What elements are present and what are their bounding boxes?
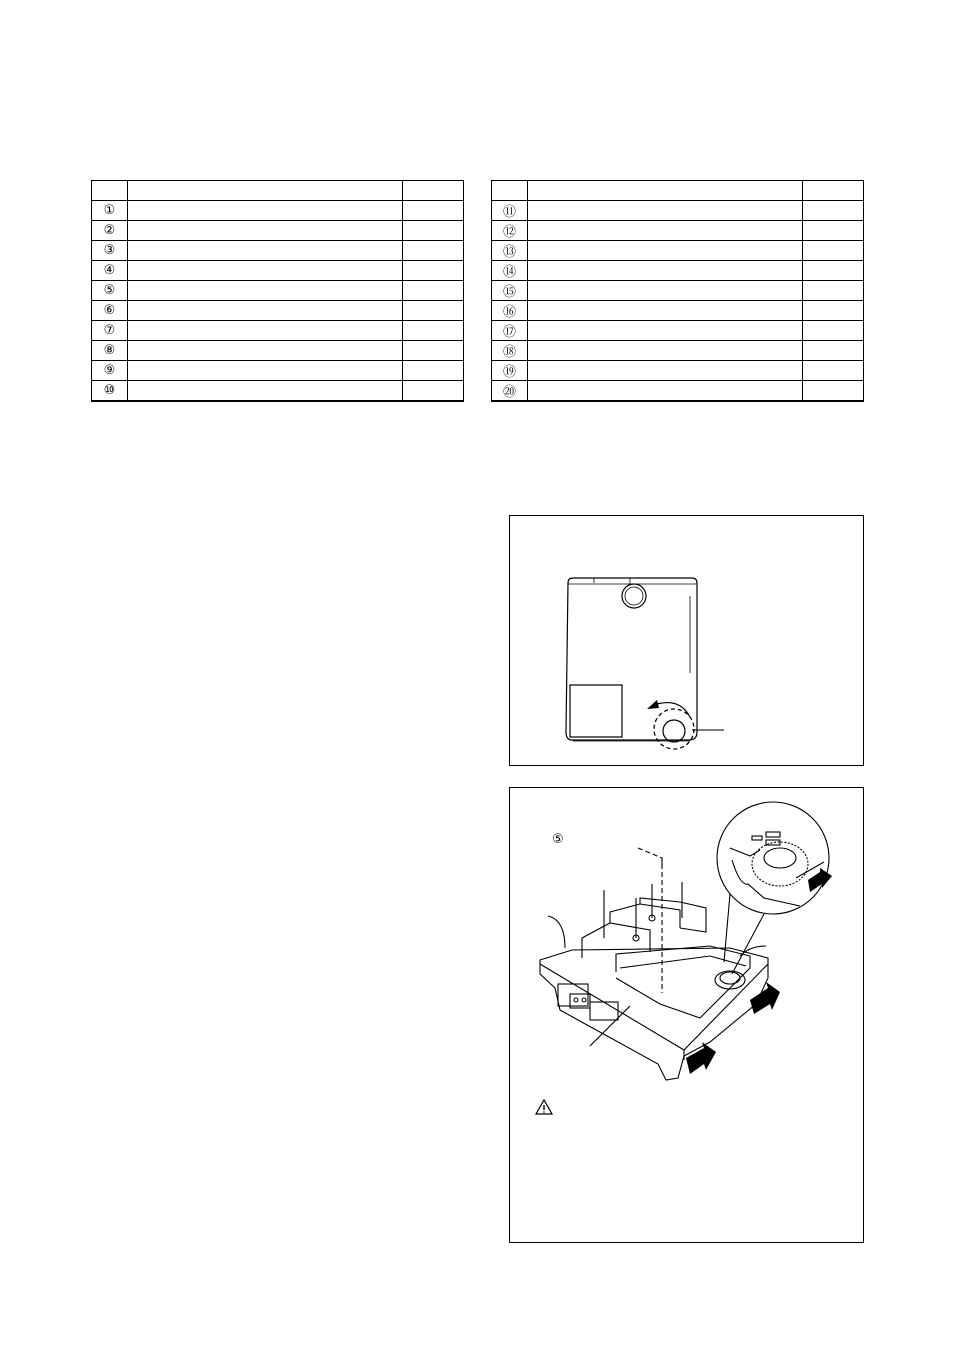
row-number: ⑮ [492, 281, 528, 301]
table-row [92, 301, 464, 321]
table-row [492, 281, 864, 301]
table-row [92, 321, 464, 341]
table-row [92, 281, 464, 301]
row-number: ⑩ [92, 381, 128, 402]
table-row [492, 321, 864, 341]
row-number: ③ [92, 241, 128, 261]
row-number: ⑥ [92, 301, 128, 321]
row-number: ④ [92, 261, 128, 281]
row-number: ⑱ [492, 341, 528, 361]
table-row [92, 221, 464, 241]
table-row [92, 241, 464, 261]
row-number: ⑬ [492, 241, 528, 261]
row-number: ⑰ [492, 321, 528, 341]
table-row [492, 361, 864, 381]
parts-table-right [491, 180, 864, 402]
row-number: ⑧ [92, 341, 128, 361]
push-arrow-icon [750, 982, 780, 1014]
row-number: ⑨ [92, 361, 128, 381]
parts-table-left [91, 180, 464, 402]
table-row [492, 241, 864, 261]
row-number: ⑯ [492, 301, 528, 321]
row-number: ⑪ [492, 201, 528, 221]
table-row [492, 341, 864, 361]
row-number: ⑭ [492, 261, 528, 281]
table-row [92, 361, 464, 381]
lamp-cover-illustration [510, 788, 863, 1242]
figure-bottom-view [509, 515, 864, 766]
row-number: ① [92, 201, 128, 221]
part-callout: ⑤ [552, 832, 564, 847]
row-number: ② [92, 221, 128, 241]
row-number: ⑦ [92, 321, 128, 341]
table-row [492, 381, 864, 402]
table-row [92, 261, 464, 281]
figure-lamp-cover [509, 787, 864, 1243]
row-number: ⑫ [492, 221, 528, 241]
table-row [492, 301, 864, 321]
table-row [92, 201, 464, 221]
rotate-arrow-icon [657, 703, 690, 717]
table-row [92, 341, 464, 361]
row-number: ⑳ [492, 381, 528, 402]
row-number: ⑲ [492, 361, 528, 381]
table-header-row [492, 181, 864, 201]
row-number: ⑤ [92, 281, 128, 301]
table-row [492, 261, 864, 281]
table-row [492, 221, 864, 241]
detail-magnifier [717, 802, 829, 914]
table-header-row [92, 181, 464, 201]
table-row [492, 201, 864, 221]
bottom-view-illustration [510, 516, 863, 765]
warning-triangle-icon [536, 1100, 552, 1114]
table-row [92, 381, 464, 402]
